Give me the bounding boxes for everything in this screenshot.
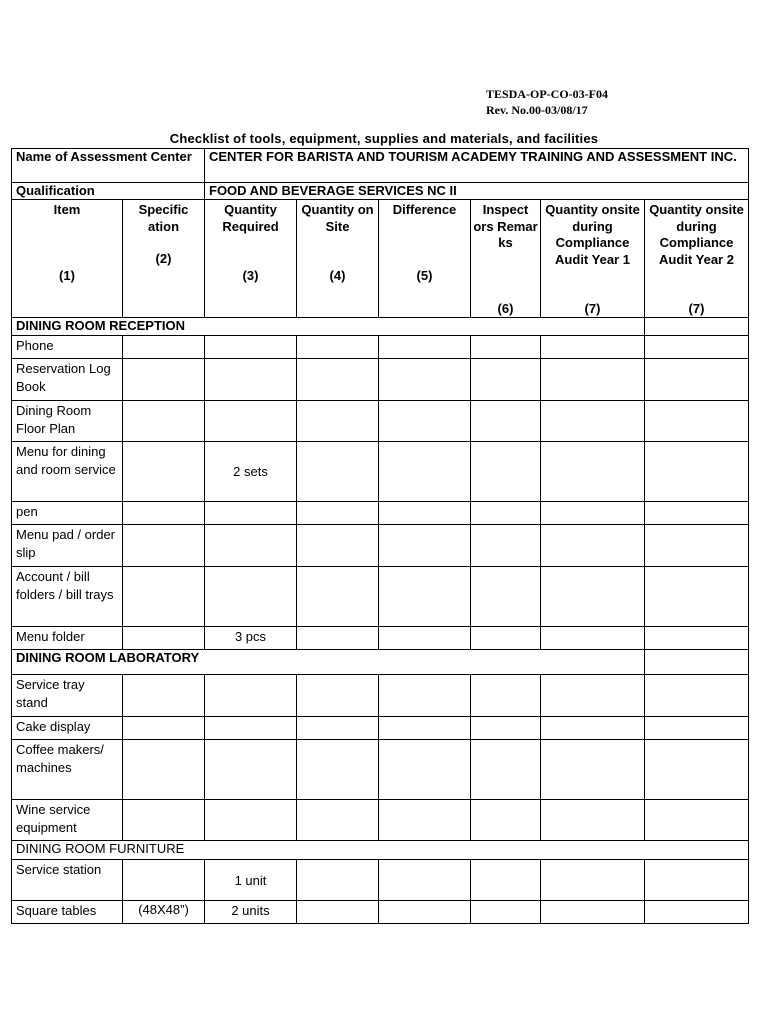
center-value: CENTER FOR BARISTA AND TOURISM ACADEMY TRAINING AND ASSESSMENT INC. bbox=[205, 149, 749, 183]
table-row bbox=[12, 717, 749, 740]
item-name: Menu folder bbox=[12, 627, 123, 650]
table-row: Menu folder 3 pcs bbox=[12, 627, 749, 650]
table-row bbox=[12, 359, 749, 401]
column-header: Specific ation (2) bbox=[123, 200, 205, 318]
section-header-reception bbox=[12, 318, 749, 336]
table-row bbox=[12, 675, 749, 717]
table-row bbox=[12, 336, 749, 359]
section-title: DINING ROOM FURNITURE bbox=[12, 841, 749, 860]
column-header: Quantity onsite during Compliance Audit Year 2 (7) bbox=[645, 200, 749, 318]
item-spec: (48X48”) bbox=[123, 901, 205, 924]
item-name: Service tray stand bbox=[12, 675, 123, 717]
item-name: Menu pad / order slip bbox=[12, 525, 123, 567]
item-name: Square tables bbox=[12, 901, 123, 924]
form-revision: Rev. No.00-03/08/17 bbox=[486, 103, 588, 117]
item-name: Wine service equipment bbox=[12, 800, 123, 841]
item-name: pen bbox=[12, 502, 123, 525]
form-code: TESDA-OP-CO-03-F04 bbox=[486, 87, 608, 101]
table-row bbox=[12, 502, 749, 525]
section-title: DINING ROOM RECEPTION bbox=[12, 318, 645, 336]
table-row bbox=[12, 800, 749, 841]
table-row: Square tables (48X48”) 2 units bbox=[12, 901, 749, 924]
table-row: Menu for dining and room service 2 sets bbox=[12, 442, 749, 502]
qualification-label: Qualification bbox=[12, 183, 205, 200]
column-header: Difference (5) bbox=[379, 200, 471, 318]
table-row bbox=[12, 567, 749, 627]
item-name: Account / bill folders / bill trays bbox=[12, 567, 123, 627]
table-row bbox=[12, 740, 749, 800]
column-header: Quantity on Site (4) bbox=[297, 200, 379, 318]
checklist-table bbox=[11, 148, 749, 924]
item-name: Coffee makers/ machines bbox=[12, 740, 123, 800]
section-header-furniture bbox=[12, 841, 749, 860]
table-row: Service station 1 unit bbox=[12, 860, 749, 901]
column-header: Quantity onsite during Compliance Audit Year 1 (7) bbox=[541, 200, 645, 318]
item-name: Service station bbox=[12, 860, 123, 901]
section-title: DINING ROOM LABORATORY bbox=[12, 650, 645, 675]
assessment-center-row bbox=[12, 149, 749, 183]
column-header: Item (1) bbox=[12, 200, 123, 318]
table-row bbox=[12, 525, 749, 567]
column-header: Inspect ors Remar ks (6) bbox=[471, 200, 541, 318]
column-header-row bbox=[12, 200, 749, 318]
item-name: Dining Room Floor Plan bbox=[12, 401, 123, 442]
qualification-value: FOOD AND BEVERAGE SERVICES NC II bbox=[205, 183, 749, 200]
center-label: Name of Assessment Center bbox=[12, 149, 205, 183]
item-name: Menu for dining and room service bbox=[12, 442, 123, 502]
item-name: Reservation Log Book bbox=[12, 359, 123, 401]
table-row bbox=[12, 401, 749, 442]
column-header: Quantity Required (3) bbox=[205, 200, 297, 318]
item-name: Cake display bbox=[12, 717, 123, 740]
form-reference bbox=[486, 86, 608, 118]
section-header-laboratory bbox=[12, 650, 749, 675]
document-title: Checklist of tools, equipment, supplies and materials, and facilities bbox=[169, 131, 599, 146]
qualification-row bbox=[12, 183, 749, 200]
item-name: Phone bbox=[12, 336, 123, 359]
